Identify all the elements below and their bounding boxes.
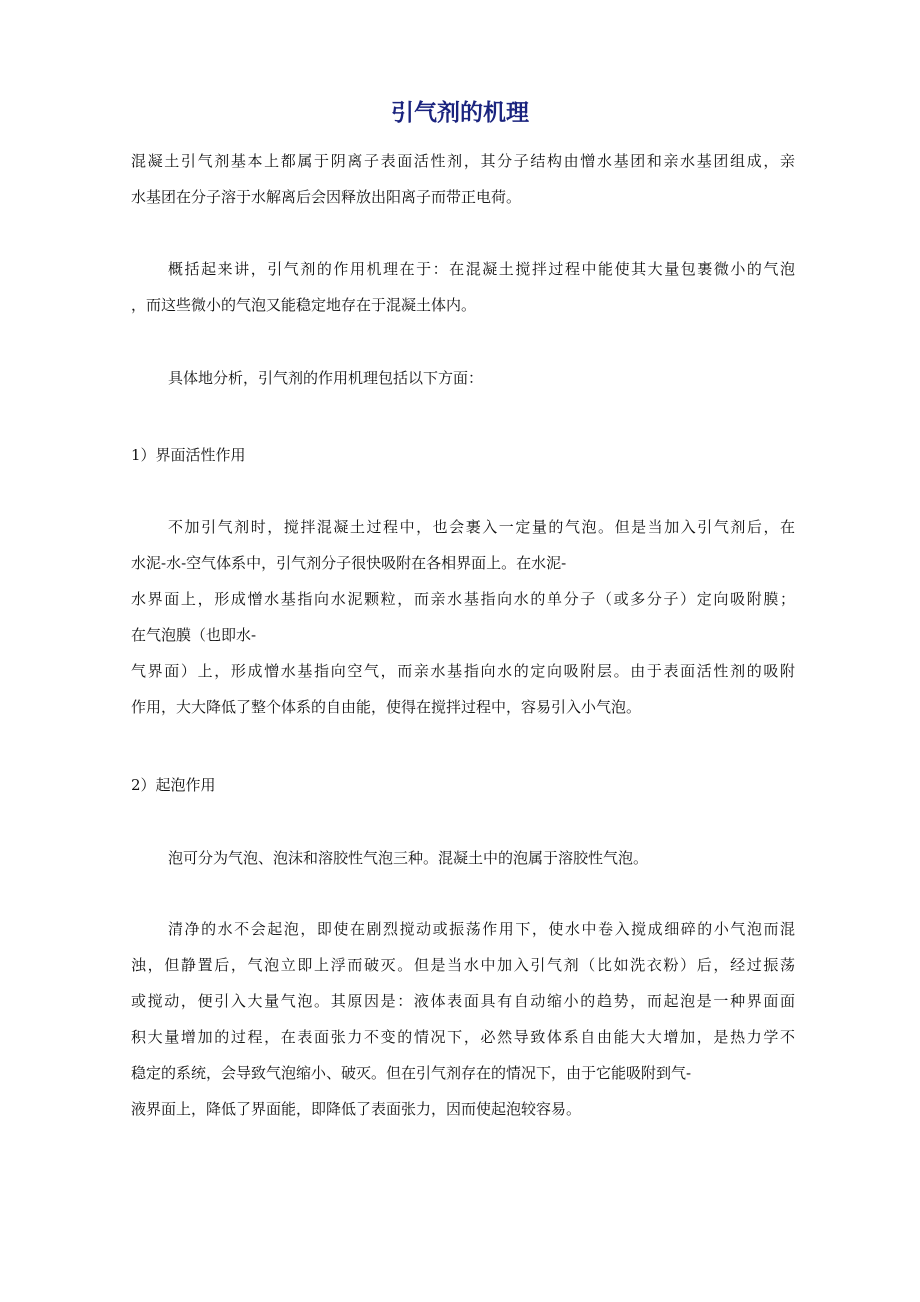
- section1-line-5: 气界面）上，形成憎水基指向空气，而亲水基指向水的定向吸附层。由于表面活性剂的吸附: [131, 662, 795, 680]
- section1-line-4: 在气泡膜（也即水-: [131, 626, 257, 644]
- section2-p2-line-3: 或搅动，便引入大量气泡。其原因是：液体表面具有自动缩小的趋势，而起泡是一种界面面: [131, 992, 795, 1010]
- section1-line-3: 水界面上，形成憎水基指向水泥颗粒，而亲水基指向水的单分子（或多分子）定向吸附膜；: [131, 590, 795, 608]
- section1-line-2: 水泥-水-空气体系中，引气剂分子很快吸附在各相界面上。在水泥-: [131, 554, 567, 572]
- analysis-intro: 具体地分析，引气剂的作用机理包括以下方面：: [168, 369, 484, 387]
- section2-p2-line-2: 浊，但静置后，气泡立即上浮而破灭。但是当水中加入引气剂（比如洗衣粉）后，经过振荡: [131, 956, 795, 974]
- summary-line-1: 概括起来讲，引气剂的作用机理在于：在混凝土搅拌过程中能使其大量包裹微小的气泡: [168, 260, 795, 278]
- section2-paragraph-1: 泡可分为气泡、泡沫和溶胶性气泡三种。混凝土中的泡属于溶胶性气泡。: [168, 849, 649, 867]
- section1-line-1: 不加引气剂时，搅拌混凝土过程中，也会裹入一定量的气泡。但是当加入引气剂后，在: [168, 518, 795, 536]
- document-title: 引气剂的机理: [391, 100, 529, 126]
- section2-heading: 2）起泡作用: [131, 776, 216, 794]
- section2-p2-line-1: 清净的水不会起泡，即使在剧烈搅动或振荡作用下，使水中卷入搅成细碎的小气泡而混: [168, 920, 795, 938]
- summary-line-2: ，而这些微小的气泡又能稳定地存在于混凝土体内。: [131, 296, 477, 314]
- section1-heading: 1）界面活性作用: [131, 446, 246, 464]
- section2-p2-line-5: 稳定的系统，会导致气泡缩小、破灭。但在引气剂存在的情况下，由于它能吸附到气-: [131, 1064, 692, 1082]
- section2-p2-line-4: 积大量增加的过程，在表面张力不变的情况下，必然导致体系自由能大大增加，是热力学不: [131, 1028, 795, 1046]
- intro-line-1: 混凝土引气剂基本上都属于阴离子表面活性剂，其分子结构由憎水基团和亲水基团组成，亲: [131, 152, 795, 170]
- section1-line-6: 作用，大大降低了整个体系的自由能，使得在搅拌过程中，容易引入小气泡。: [131, 698, 642, 716]
- section2-p2-line-6: 液界面上，降低了界面能，即降低了表面张力，因而使起泡较容易。: [131, 1100, 582, 1118]
- intro-line-2: 水基团在分子溶于水解离后会因释放出阳离子而带正电荷。: [131, 188, 522, 206]
